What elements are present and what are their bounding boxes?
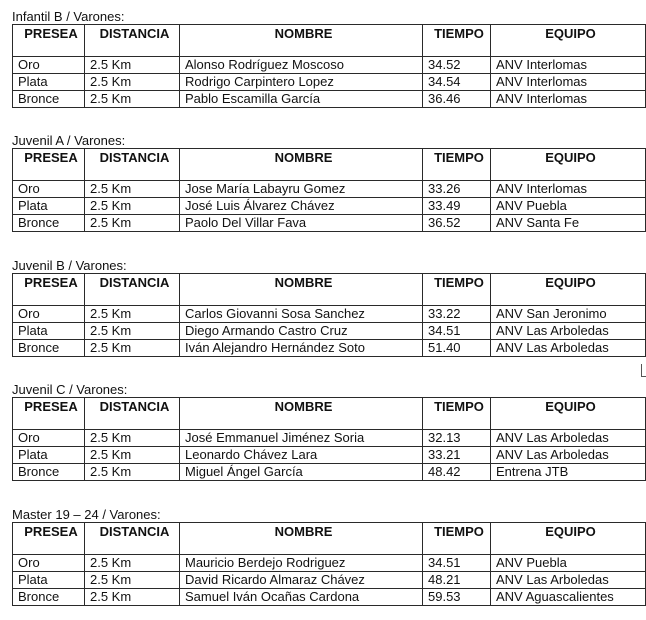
column-header-nombre: NOMBRE — [180, 274, 423, 306]
distancia-cell: 2.5 Km — [85, 323, 180, 340]
presea-cell: Bronce — [13, 340, 85, 357]
table-row — [13, 215, 646, 232]
equipo-cell: ANV Santa Fe — [491, 215, 646, 232]
nombre-cell: Rodrigo Carpintero Lopez — [180, 74, 423, 91]
distancia-cell: 2.5 Km — [85, 447, 180, 464]
results-table — [12, 522, 646, 606]
column-header-equipo: EQUIPO — [491, 274, 646, 306]
nombre-cell: David Ricardo Almaraz Chávez — [180, 572, 423, 589]
distancia-cell: 2.5 Km — [85, 430, 180, 447]
presea-cell: Plata — [13, 74, 85, 91]
tiempo-cell: 51.40 — [423, 340, 491, 357]
table-row — [13, 572, 646, 589]
table-header-row — [13, 523, 646, 555]
presea-cell: Oro — [13, 555, 85, 572]
nombre-cell: Leonardo Chávez Lara — [180, 447, 423, 464]
equipo-cell: ANV Interlomas — [491, 181, 646, 198]
nombre-cell: Carlos Giovanni Sosa Sanchez — [180, 306, 423, 323]
column-header-nombre: NOMBRE — [180, 523, 423, 555]
table-row — [13, 74, 646, 91]
presea-cell: Plata — [13, 447, 85, 464]
equipo-cell: Entrena JTB — [491, 464, 646, 481]
column-header-presea: PRESEA — [13, 149, 85, 181]
table-row — [13, 91, 646, 108]
table-row — [13, 430, 646, 447]
column-header-equipo: EQUIPO — [491, 523, 646, 555]
presea-cell: Plata — [13, 323, 85, 340]
column-header-presea: PRESEA — [13, 25, 85, 57]
column-header-equipo: EQUIPO — [491, 25, 646, 57]
column-header-distancia: DISTANCIA — [85, 523, 180, 555]
results-section — [12, 382, 645, 481]
tiempo-cell: 48.21 — [423, 572, 491, 589]
table-row — [13, 340, 646, 357]
tiempo-cell: 32.13 — [423, 430, 491, 447]
section-title: Juvenil C / Varones: — [12, 382, 128, 397]
section-title: Juvenil A / Varones: — [12, 133, 126, 148]
results-table — [12, 24, 646, 108]
column-header-presea: PRESEA — [13, 274, 85, 306]
presea-cell: Plata — [13, 572, 85, 589]
table-row — [13, 198, 646, 215]
distancia-cell: 2.5 Km — [85, 181, 180, 198]
nombre-cell: Mauricio Berdejo Rodriguez — [180, 555, 423, 572]
table-row — [13, 306, 646, 323]
presea-cell: Oro — [13, 306, 85, 323]
column-header-distancia: DISTANCIA — [85, 149, 180, 181]
section-title: Master 19 – 24 / Varones: — [12, 507, 161, 522]
equipo-cell: ANV Puebla — [491, 198, 646, 215]
equipo-cell: ANV Interlomas — [491, 74, 646, 91]
equipo-cell: ANV Puebla — [491, 555, 646, 572]
tiempo-cell: 33.26 — [423, 181, 491, 198]
tiempo-cell: 33.21 — [423, 447, 491, 464]
nombre-cell: Iván Alejandro Hernández Soto — [180, 340, 423, 357]
column-header-tiempo: TIEMPO — [423, 523, 491, 555]
presea-cell: Bronce — [13, 91, 85, 108]
results-table — [12, 148, 646, 232]
distancia-cell: 2.5 Km — [85, 340, 180, 357]
distancia-cell: 2.5 Km — [85, 74, 180, 91]
table-header-row — [13, 398, 646, 430]
column-header-nombre: NOMBRE — [180, 149, 423, 181]
presea-cell: Oro — [13, 430, 85, 447]
equipo-cell: ANV Interlomas — [491, 91, 646, 108]
column-header-presea: PRESEA — [13, 523, 85, 555]
equipo-cell: ANV Interlomas — [491, 57, 646, 74]
equipo-cell: ANV Aguascalientes — [491, 589, 646, 606]
distancia-cell: 2.5 Km — [85, 306, 180, 323]
table-row — [13, 464, 646, 481]
distancia-cell: 2.5 Km — [85, 572, 180, 589]
distancia-cell: 2.5 Km — [85, 57, 180, 74]
section-title: Juvenil B / Varones: — [12, 258, 127, 273]
table-row — [13, 181, 646, 198]
column-header-distancia: DISTANCIA — [85, 25, 180, 57]
distancia-cell: 2.5 Km — [85, 198, 180, 215]
column-header-distancia: DISTANCIA — [85, 274, 180, 306]
tiempo-cell: 34.51 — [423, 323, 491, 340]
nombre-cell: José Luis Álvarez Chávez — [180, 198, 423, 215]
nombre-cell: José Emmanuel Jiménez Soria — [180, 430, 423, 447]
table-row — [13, 555, 646, 572]
results-table — [12, 273, 646, 357]
results-section — [12, 133, 645, 232]
column-header-tiempo: TIEMPO — [423, 149, 491, 181]
table-row — [13, 589, 646, 606]
tiempo-cell: 59.53 — [423, 589, 491, 606]
column-header-tiempo: TIEMPO — [423, 25, 491, 57]
equipo-cell: ANV Las Arboledas — [491, 323, 646, 340]
table-header-row — [13, 149, 646, 181]
distancia-cell: 2.5 Km — [85, 91, 180, 108]
equipo-cell: ANV San Jeronimo — [491, 306, 646, 323]
tiempo-cell: 34.51 — [423, 555, 491, 572]
table-header-row — [13, 25, 646, 57]
equipo-cell: ANV Las Arboledas — [491, 430, 646, 447]
results-table — [12, 397, 646, 481]
equipo-cell: ANV Las Arboledas — [491, 340, 646, 357]
column-header-equipo: EQUIPO — [491, 149, 646, 181]
column-header-nombre: NOMBRE — [180, 398, 423, 430]
column-header-tiempo: TIEMPO — [423, 398, 491, 430]
distancia-cell: 2.5 Km — [85, 555, 180, 572]
column-header-tiempo: TIEMPO — [423, 274, 491, 306]
nombre-cell: Diego Armando Castro Cruz — [180, 323, 423, 340]
tiempo-cell: 36.46 — [423, 91, 491, 108]
table-header-row — [13, 274, 646, 306]
column-header-distancia: DISTANCIA — [85, 398, 180, 430]
presea-cell: Bronce — [13, 464, 85, 481]
column-header-presea: PRESEA — [13, 398, 85, 430]
distancia-cell: 2.5 Km — [85, 589, 180, 606]
page-edge-mark — [641, 364, 646, 377]
tiempo-cell: 36.52 — [423, 215, 491, 232]
equipo-cell: ANV Las Arboledas — [491, 447, 646, 464]
equipo-cell: ANV Las Arboledas — [491, 572, 646, 589]
distancia-cell: 2.5 Km — [85, 464, 180, 481]
tiempo-cell: 33.22 — [423, 306, 491, 323]
distancia-cell: 2.5 Km — [85, 215, 180, 232]
column-header-equipo: EQUIPO — [491, 398, 646, 430]
tiempo-cell: 48.42 — [423, 464, 491, 481]
presea-cell: Bronce — [13, 589, 85, 606]
nombre-cell: Alonso Rodríguez Moscoso — [180, 57, 423, 74]
presea-cell: Plata — [13, 198, 85, 215]
tiempo-cell: 34.54 — [423, 74, 491, 91]
nombre-cell: Miguel Ángel García — [180, 464, 423, 481]
presea-cell: Bronce — [13, 215, 85, 232]
tiempo-cell: 34.52 — [423, 57, 491, 74]
section-title: Infantil B / Varones: — [12, 9, 125, 24]
nombre-cell: Paolo Del Villar Fava — [180, 215, 423, 232]
presea-cell: Oro — [13, 181, 85, 198]
presea-cell: Oro — [13, 57, 85, 74]
tiempo-cell: 33.49 — [423, 198, 491, 215]
nombre-cell: Pablo Escamilla García — [180, 91, 423, 108]
table-row — [13, 57, 646, 74]
nombre-cell: Jose María Labayru Gomez — [180, 181, 423, 198]
results-section — [12, 258, 645, 357]
nombre-cell: Samuel Iván Ocañas Cardona — [180, 589, 423, 606]
table-row — [13, 447, 646, 464]
column-header-nombre: NOMBRE — [180, 25, 423, 57]
table-row — [13, 323, 646, 340]
results-section — [12, 9, 645, 108]
results-section — [12, 507, 645, 606]
